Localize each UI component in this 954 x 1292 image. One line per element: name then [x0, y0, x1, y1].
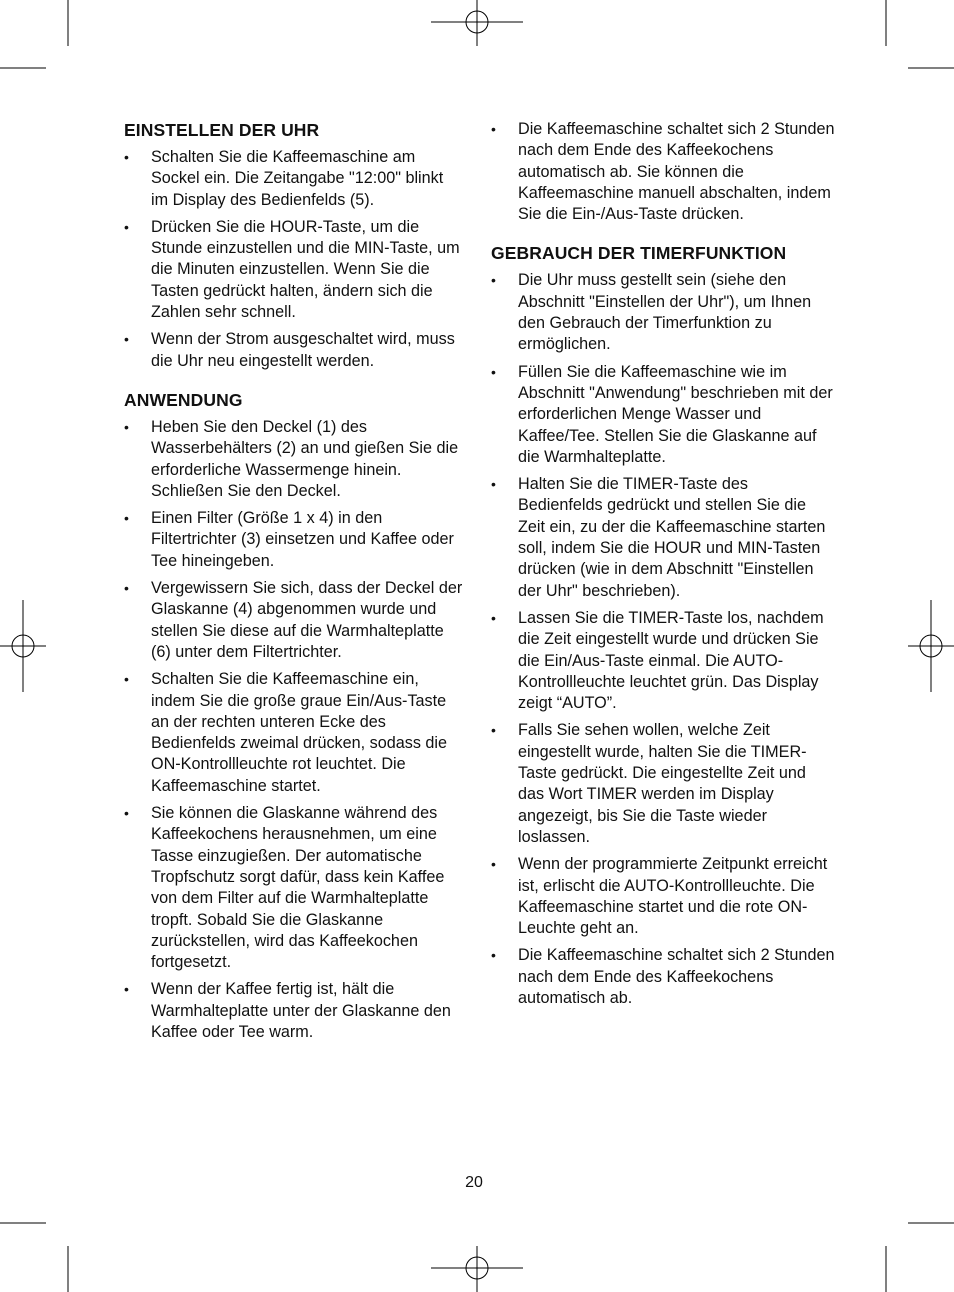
list-item	[124, 669, 464, 797]
registration-target-right	[908, 600, 954, 692]
registration-target-bottom	[431, 1246, 523, 1292]
list-item-text: Wenn der Strom ausgeschaltet wird, muss die Uhr neu eingestellt werden.	[151, 330, 455, 370]
section-clock	[124, 119, 464, 372]
bullet-icon: •	[124, 671, 129, 688]
list-item-text: Heben Sie den Deckel (1) des Wasserbehälters (2) an und gießen Sie die erforderliche Wassermenge hinein. Schließen Sie den Deckel.	[151, 417, 459, 500]
list-item	[124, 329, 464, 372]
bullet-icon: •	[124, 510, 129, 527]
bullet-icon: •	[124, 418, 129, 435]
right-column	[491, 119, 836, 1026]
section-heading: GEBRAUCH DER TIMERFUNKTION	[491, 243, 787, 264]
list-item-text: Vergewissern Sie sich, dass der Deckel der Glaskanne (4) abgenommen wurde und stellen Sie diese auf die Warmhalteplatte (6) unter dem Filtertrichter.	[151, 579, 463, 661]
section-timer	[491, 242, 836, 1009]
list-item-text: Wenn der Kaffee fertig ist, hält die Warmhalteplatte unter der Glaskanne den Kaffee oder Tee warm.	[151, 980, 451, 1041]
bullet-icon: •	[491, 856, 496, 873]
list-item-text: Wenn der programmierte Zeitpunkt erreicht ist, erlischt die AUTO-Kontrollleuchte. Die Kaffeemaschine startet und die rote ON-Leuchte geht an.	[518, 855, 828, 938]
list-item	[491, 854, 836, 939]
list-item	[124, 803, 464, 973]
bullet-icon: •	[491, 272, 496, 289]
list-item-text: Sie können die Glaskanne während des Kaffeekochens herausnehmen, um eine Tasse einzugießen. Der automatische Tropfschutz sorgt dafür, dass kein Kaffee von dem Filter auf die Warmhalteplatte tropft. Sobald Sie die Glaskanne zurückstellen, wird das Kaffeekochen fortgesetzt.	[151, 804, 445, 972]
list-item-text: Lassen Sie die TIMER-Taste los, nachdem die Zeit eingestellt wurde und drücken Sie die Ein/Aus-Taste einmal. Die AUTO-Kontrollleuchte leuchtet grün. Das Display zeigt “AUTO”.	[518, 608, 824, 713]
bullet-icon: •	[124, 580, 129, 597]
list-item	[491, 945, 836, 1009]
section-heading: EINSTELLEN DER UHR	[124, 120, 320, 140]
list-item-text: Falls Sie sehen wollen, welche Zeit eingestellt wurde, halten Sie die TIMER-Taste gedrückt. Die eingestellte Zeit und das Wort TIMER werden im Display angezeigt, bis Sie die Taste wieder loslassen.	[518, 721, 807, 846]
bullet-icon: •	[491, 722, 496, 739]
bullet-icon: •	[491, 363, 496, 380]
list-item-text: Die Kaffeemaschine schaltet sich 2 Stunden nach dem Ende des Kaffeekochens automatisch ab. Sie können die Kaffeemaschine manuell abschalten, indem Sie die Ein-/Aus-Taste drücken.	[518, 120, 835, 224]
bullet-icon: •	[124, 331, 129, 348]
bullet-list	[124, 417, 464, 1043]
bullet-list	[491, 270, 836, 1009]
page-number: 20	[465, 1174, 483, 1191]
registration-target-top	[431, 0, 523, 46]
list-item-text: Halten Sie die TIMER-Taste des Bedienfelds gedrückt und stellen Sie die Zeit ein, zu der die Kaffeemaschine starten soll, indem Sie die HOUR und MIN-Tasten drücken (wie in dem Abschnitt "Einstellen der Uhr" beschrieben).	[518, 475, 826, 600]
list-item	[491, 119, 836, 225]
list-item	[491, 474, 836, 602]
list-item	[491, 608, 836, 714]
list-item-text: Einen Filter (Größe 1 x 4) in den Filtertrichter (3) einsetzen und Kaffee oder Tee hineingeben.	[151, 509, 454, 570]
bullet-icon: •	[491, 476, 496, 493]
section-heading: ANWENDUNG	[124, 389, 243, 410]
list-item	[124, 417, 464, 502]
bullet-list	[124, 147, 464, 372]
list-item	[491, 362, 836, 468]
list-item	[491, 720, 836, 848]
list-item-text: Schalten Sie die Kaffeemaschine ein, indem Sie die große graue Ein/Aus-Taste an der rechten unteren Ecke des Bedienfelds zweimal drücken, sodass die ON-Kontrollleuchte rot leuchtet. Die Kaffeemaschine startet.	[151, 670, 448, 795]
bullet-list	[491, 119, 836, 225]
bullet-icon: •	[491, 121, 496, 137]
left-column	[124, 119, 464, 1060]
list-item-text: Drücken Sie die HOUR-Taste, um die Stunde einzustellen und die MIN-Taste, um die Minuten einzustellen. Wenn Sie die Tasten gedrückt halten, ändern sich die Zahlen sehr schnell.	[151, 217, 460, 322]
list-item-text: Die Uhr muss gestellt sein (siehe den Abschnitt "Einstellen der Uhr"), um Ihnen den Gebrauch der Timerfunktion zu ermöglichen.	[518, 271, 812, 354]
list-item	[491, 270, 836, 355]
list-item-text: Schalten Sie die Kaffeemaschine am Sockel ein. Die Zeitangabe "12:00" blinkt im Display des Bedienfelds (5).	[151, 148, 444, 209]
bullet-icon: •	[124, 149, 129, 165]
bullet-icon: •	[491, 947, 496, 964]
list-item	[124, 578, 464, 663]
list-item-text: Füllen Sie die Kaffeemaschine wie im Abschnitt "Anwendung" beschrieben mit der erforderlichen Menge Wasser und Kaffee/Tee. Stellen Sie die Glaskanne auf die Warmhalteplatte.	[518, 362, 833, 466]
bullet-icon: •	[124, 805, 129, 822]
list-item	[124, 979, 464, 1043]
list-item	[124, 147, 464, 211]
list-item	[124, 217, 464, 323]
list-item-text: Die Kaffeemaschine schaltet sich 2 Stunden nach dem Ende des Kaffeekochens automatisch ab.	[518, 946, 835, 1007]
bullet-icon: •	[124, 218, 129, 235]
bullet-icon: •	[124, 981, 129, 998]
section-usage	[124, 389, 464, 1043]
registration-target-left	[0, 600, 46, 692]
bullet-icon: •	[491, 609, 496, 626]
list-item	[124, 508, 464, 572]
